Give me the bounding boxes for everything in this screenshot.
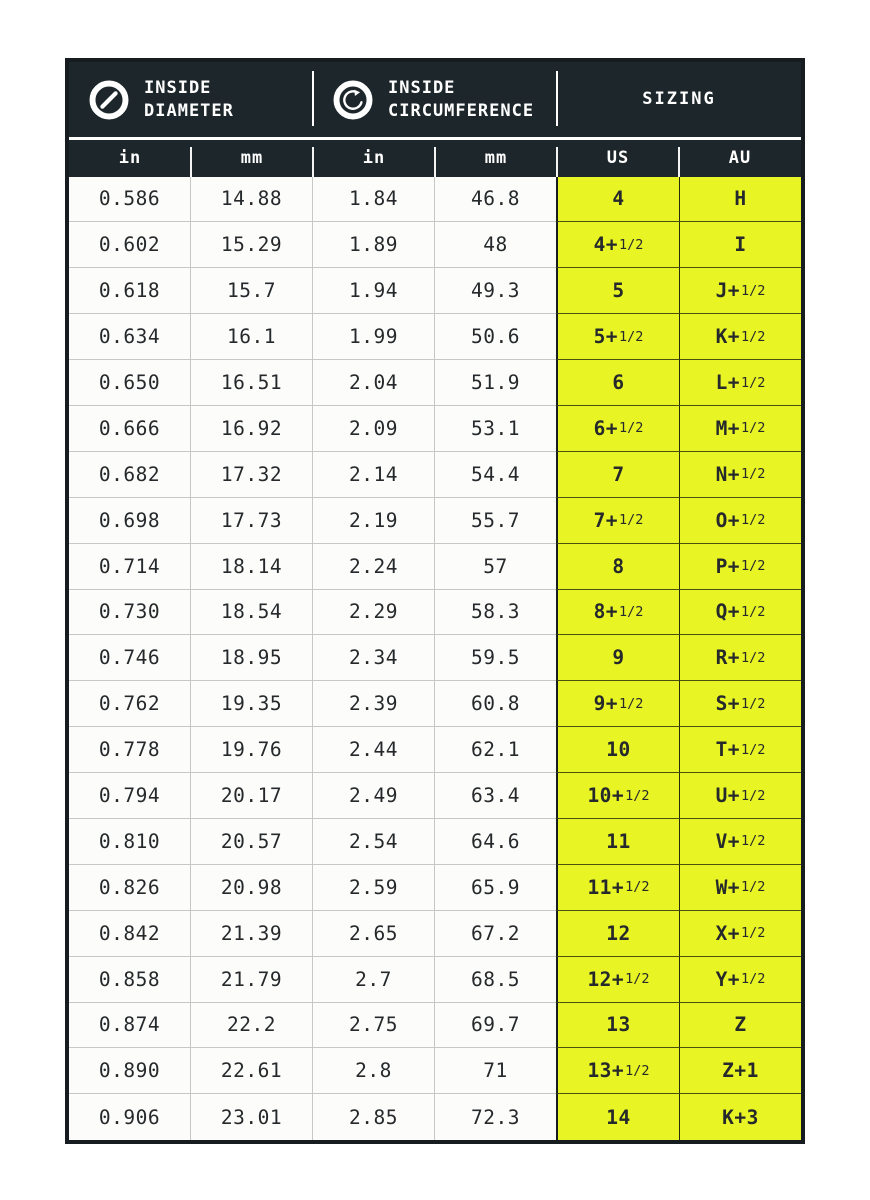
table-row [69,727,801,773]
sizing-cell: R+ 1/2 [680,635,801,681]
measure-cell: 15.29 [191,222,313,268]
sizing-cell: 5 [556,268,680,314]
measure-cell: 16.92 [191,406,313,452]
measure-cell: 19.35 [191,681,313,727]
measure-cell: 0.874 [69,1003,191,1049]
measure-cell: 65.9 [435,865,556,911]
measure-cell: 16.1 [191,314,313,360]
sizing-cell: K+ 1/2 [680,314,801,360]
measure-cell: 0.602 [69,222,191,268]
header-group-sizing [557,62,801,137]
sizing-cell: 9 [556,635,680,681]
sizing-cell: 11 [556,819,680,865]
measure-cell: 67.2 [435,911,556,957]
measure-cell: 2.44 [313,727,435,773]
sizing-cell: Z [680,1003,801,1049]
measure-cell: 46.8 [435,177,556,223]
ring-size-table [65,58,805,1144]
table-row [69,819,801,865]
measure-cell: 60.8 [435,681,556,727]
measure-cell: 18.95 [191,635,313,681]
measure-cell: 23.01 [191,1094,313,1140]
table-row [69,957,801,1003]
header-group-title: INSIDE DIAMETER [144,78,234,121]
sizing-cell: 6+ 1/2 [556,406,680,452]
measure-cell: 59.5 [435,635,556,681]
table-row [69,1094,801,1140]
sizing-cell: 13+ 1/2 [556,1048,680,1094]
half-fraction: 1/2 [619,236,644,253]
sizing-cell: 5+ 1/2 [556,314,680,360]
measure-cell: 2.75 [313,1003,435,1049]
measure-cell: 62.1 [435,727,556,773]
sizing-cell: Z+1 [680,1048,801,1094]
measure-cell: 22.2 [191,1003,313,1049]
table-row [69,681,801,727]
half-fraction: 1/2 [741,512,766,529]
sizing-cell: X+ 1/2 [680,911,801,957]
measure-cell: 0.762 [69,681,191,727]
half-fraction: 1/2 [741,925,766,942]
table-row [69,452,801,498]
measure-cell: 0.714 [69,544,191,590]
measure-cell: 53.1 [435,406,556,452]
measure-cell: 2.24 [313,544,435,590]
measure-cell: 19.76 [191,727,313,773]
header-group-title: INSIDE CIRCUMFERENCE [388,78,535,121]
measure-cell: 2.04 [313,360,435,406]
measure-cell: 55.7 [435,498,556,544]
half-fraction: 1/2 [741,328,766,345]
measure-cell: 20.57 [191,819,313,865]
measure-cell: 20.17 [191,773,313,819]
table-row [69,360,801,406]
measure-cell: 69.7 [435,1003,556,1049]
measure-cell: 0.890 [69,1048,191,1094]
column-header-circumference-in: in [313,140,435,177]
table-body [69,177,801,1141]
half-fraction: 1/2 [741,603,766,620]
measure-cell: 0.586 [69,177,191,223]
sizing-cell: H [680,177,801,223]
sizing-cell: P+ 1/2 [680,544,801,590]
measure-cell: 0.746 [69,635,191,681]
header-group-inside-diameter [69,62,313,137]
measure-cell: 2.8 [313,1048,435,1094]
measure-cell: 0.826 [69,865,191,911]
table-row [69,406,801,452]
sizing-cell: 13 [556,1003,680,1049]
measure-cell: 68.5 [435,957,556,1003]
table-row [69,314,801,360]
sizing-cell: Q+ 1/2 [680,590,801,636]
measure-cell: 1.89 [313,222,435,268]
measure-cell: 2.49 [313,773,435,819]
measure-cell: 57 [435,544,556,590]
measure-cell: 18.14 [191,544,313,590]
column-header-circumference-mm: mm [435,140,557,177]
sizing-cell: N+ 1/2 [680,452,801,498]
measure-cell: 1.84 [313,177,435,223]
measure-cell: 2.85 [313,1094,435,1140]
measure-cell: 15.7 [191,268,313,314]
sizing-cell: L+ 1/2 [680,360,801,406]
table-row [69,773,801,819]
column-header-au: AU [728,148,752,168]
measure-cell: 0.618 [69,268,191,314]
measure-cell: 2.19 [313,498,435,544]
measure-cell: 0.794 [69,773,191,819]
table-row [69,498,801,544]
half-fraction: 1/2 [625,971,650,988]
measure-cell: 0.698 [69,498,191,544]
measure-cell: 48 [435,222,556,268]
half-fraction: 1/2 [741,649,766,666]
half-fraction: 1/2 [741,741,766,758]
measure-cell: 58.3 [435,590,556,636]
table-row [69,865,801,911]
half-fraction: 1/2 [619,603,644,620]
measure-cell: 0.682 [69,452,191,498]
measure-cell: 1.94 [313,268,435,314]
measure-cell: 2.65 [313,911,435,957]
half-fraction: 1/2 [741,695,766,712]
measure-cell: 17.73 [191,498,313,544]
half-fraction: 1/2 [619,695,644,712]
measure-cell: 0.858 [69,957,191,1003]
half-fraction: 1/2 [741,787,766,804]
sizing-cell: W+ 1/2 [680,865,801,911]
half-fraction: 1/2 [741,971,766,988]
circumference-icon [331,78,375,122]
measure-cell: 63.4 [435,773,556,819]
table-row [69,1048,801,1094]
table-header [69,62,801,137]
table-row [69,177,801,223]
sizing-cell: 12+ 1/2 [556,957,680,1003]
half-fraction: 1/2 [619,328,644,345]
half-fraction: 1/2 [741,420,766,437]
measure-cell: 2.34 [313,635,435,681]
sizing-cell: 7 [556,452,680,498]
measure-cell: 49.3 [435,268,556,314]
measure-cell: 72.3 [435,1094,556,1140]
sizing-cell: K+3 [680,1094,801,1140]
sizing-cell: 9+ 1/2 [556,681,680,727]
half-fraction: 1/2 [619,512,644,529]
column-header-us: US [557,140,679,177]
half-fraction: 1/2 [625,879,650,896]
measure-cell: 2.59 [313,865,435,911]
measure-cell: 2.54 [313,819,435,865]
measure-cell: 20.98 [191,865,313,911]
sizing-cell: 7+ 1/2 [556,498,680,544]
sizing-cell: 8+ 1/2 [556,590,680,636]
sizing-cell: T+ 1/2 [680,727,801,773]
header-group-inside-circumference [313,62,557,137]
sizing-cell: Y+ 1/2 [680,957,801,1003]
sizing-cell: 6 [556,360,680,406]
measure-cell: 0.666 [69,406,191,452]
measure-cell: 71 [435,1048,556,1094]
measure-cell: 0.730 [69,590,191,636]
sizing-cell: 8 [556,544,680,590]
measure-cell: 64.6 [435,819,556,865]
measure-cell: 0.634 [69,314,191,360]
column-header-diameter-in: in [69,140,191,177]
table-row [69,268,801,314]
table-row [69,635,801,681]
sizing-cell: 10+ 1/2 [556,773,680,819]
measure-cell: 16.51 [191,360,313,406]
measure-cell: 17.32 [191,452,313,498]
sizing-cell: S+ 1/2 [680,681,801,727]
half-fraction: 1/2 [741,833,766,850]
half-fraction: 1/2 [741,558,766,575]
sizing-cell: I [680,222,801,268]
sizing-cell: 14 [556,1094,680,1140]
measure-cell: 2.29 [313,590,435,636]
half-fraction: 1/2 [741,466,766,483]
sizing-cell: 12 [556,911,680,957]
measure-cell: 21.79 [191,957,313,1003]
table-row [69,1003,801,1049]
measure-cell: 2.39 [313,681,435,727]
sizing-cell: J+ 1/2 [680,268,801,314]
sizing-cell: 10 [556,727,680,773]
sizing-cell: U+ 1/2 [680,773,801,819]
sizing-cell: M+ 1/2 [680,406,801,452]
half-fraction: 1/2 [619,420,644,437]
diameter-icon [87,78,131,122]
measure-cell: 14.88 [191,177,313,223]
header-group-title: SIZING [642,89,716,110]
table-row [69,911,801,957]
measure-cell: 0.906 [69,1094,191,1140]
sizing-cell: V+ 1/2 [680,819,801,865]
column-header-diameter-mm: mm [191,140,313,177]
sizing-cell: 4 [556,177,680,223]
measure-cell: 0.842 [69,911,191,957]
measure-cell: 50.6 [435,314,556,360]
measure-cell: 54.4 [435,452,556,498]
table-row [69,590,801,636]
measure-cell: 21.39 [191,911,313,957]
half-fraction: 1/2 [741,282,766,299]
half-fraction: 1/2 [741,374,766,391]
table-row [69,544,801,590]
half-fraction: 1/2 [741,879,766,896]
measure-cell: 0.778 [69,727,191,773]
measure-cell: 2.09 [313,406,435,452]
sizing-cell: 4+ 1/2 [556,222,680,268]
sizing-cell: O+ 1/2 [680,498,801,544]
measure-cell: 1.99 [313,314,435,360]
measure-cell: 0.810 [69,819,191,865]
half-fraction: 1/2 [625,787,650,804]
half-fraction: 1/2 [625,1062,650,1079]
measure-cell: 22.61 [191,1048,313,1094]
measure-cell: 18.54 [191,590,313,636]
measure-cell: 2.14 [313,452,435,498]
measure-cell: 2.7 [313,957,435,1003]
measure-cell: 0.650 [69,360,191,406]
table-row [69,222,801,268]
sizing-cell: 11+ 1/2 [556,865,680,911]
measure-cell: 51.9 [435,360,556,406]
subheader-row [69,140,801,177]
